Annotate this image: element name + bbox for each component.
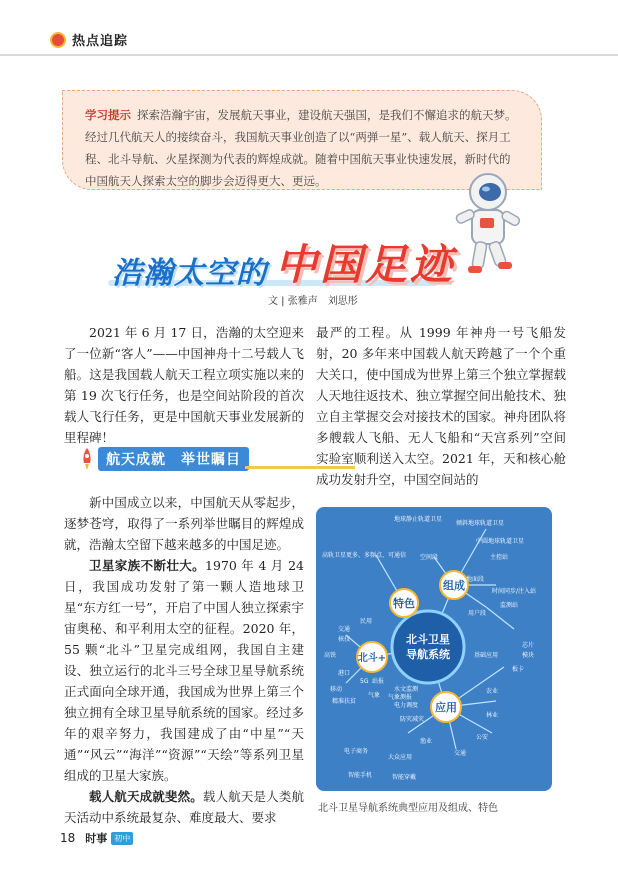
article-title-prefix: 浩瀚太空的 [112, 256, 267, 291]
beidou-plus-5g: 5G [360, 678, 369, 685]
column-label: 热点追踪 [72, 34, 129, 49]
page-footer [60, 830, 133, 846]
beidou-plus-gangkou: 港口 [338, 670, 351, 677]
intro-paragraph: 2021 年 6 月 17 日，浩瀚的太空迎来了一位新“客人”——中国神舟十二号载人飞船。这是我国载人航天工程立项实施以来的第 19 次飞行任务，也是空间站阶段的首次载人飞行任务，更是中国航天事业发展新的里程碑！ [64, 325, 304, 445]
paragraph-manned-continued: 最严的工程。从 1999 年神舟一号飞船发射，20 多年来中国载人航天跨越了一个个重大关口，使中国成为世界上第三个独立掌握载人天地往返技术、独立掌握空间出舱技术、独立自主掌握交会对接技术的国家。神舟团队将多艘载人飞船、无人飞船和“天宫系列”空间实验室顺利送入太空。2021 年，天和核心舱成功发射升空，中国空间站的 [316, 325, 567, 487]
beidou-plus-heji: 核技 [338, 636, 351, 643]
beidou-diagram [316, 507, 552, 791]
beidou-center-label-line2: 导航系统 [406, 648, 450, 661]
paragraph-satellites-text: 1970 年 4 月 24 日，我国成功发射了第一颗人造地球卫星“东方红一号”，开启了中国人独立探索宇宙奥秘、和平利用太空的征程。2020 年，55 颗“北斗”卫星完成组网，我国自主建设、独立运行的北斗三号全球卫星导航系统正式面向全球开通，我国成为世界上第三个独立拥有全球卫星导航系统的国家。经过多年的艰辛努力，我国建成了由“中星”“天通”“风云”“海洋”“资源”“天绘”等系列卫星组成的卫星大家族。 [64, 558, 304, 783]
header-divider [0, 54, 618, 56]
column-logo-icon [50, 32, 66, 48]
beidou-feature-text: 高轨卫星更多、多频点、可通信 [322, 552, 407, 559]
section-heading-label: 航天成就 举世瞩目 [98, 447, 249, 471]
beidou-app-wearable: 智能穿戴 [392, 774, 417, 781]
beidou-app-chip: 芯片 [522, 642, 535, 649]
beidou-comp-sync: 时间同步/注入站 [492, 588, 537, 595]
intro-paragraph-block [64, 322, 304, 448]
beidou-app-weather: 气象测报 [388, 694, 413, 701]
paragraph-manned-lead: 载人航天成就斐然。 [89, 789, 203, 804]
beidou-app-ecommerce: 电子商务 [344, 748, 369, 755]
page-number: 18 [60, 831, 76, 845]
paragraph-satellites [64, 555, 304, 786]
beidou-app-police: 公安 [476, 734, 489, 741]
beidou-app-agriculture: 农业 [486, 688, 499, 695]
beidou-app-power: 电力调度 [394, 702, 419, 709]
learning-tip-label: 学习提示 [85, 108, 131, 122]
beidou-comp-space: 空间段 [420, 554, 439, 561]
footer-brand: 时事 [85, 832, 108, 845]
beidou-hub-plus: 北斗+ [357, 653, 387, 664]
beidou-app-forestry: 林业 [486, 712, 499, 719]
beidou-hub-application: 应用 [435, 701, 457, 714]
paragraph-manned [64, 786, 304, 828]
beidou-plus-yidong: 移动 [330, 686, 343, 693]
beidou-hub-composition: 组成 [443, 579, 465, 592]
beidou-plus-gaotie: 高铁 [324, 652, 337, 659]
beidou-comp-igso: 倾斜地球轨道卫星 [456, 520, 505, 527]
beidou-plus-qixiang: 气象 [368, 692, 381, 699]
beidou-plus-zhanbao: 站报 [372, 678, 385, 685]
left-column-body [64, 492, 304, 828]
learning-tip-text: 探索浩瀚宇宙，发展航天事业，建设航天强国，是我们不懈追求的航天梦。经过几代航天人的接续奋斗，我国航天事业创造了以“两弹一星”、载人航天、探月工程、北斗导航、火星探测为代表的辉煌成就。随着中国航天事业快速发展，新时代的中国航天人探索太空的脚步会迈得更大、更远。 [85, 108, 517, 188]
article-title [112, 232, 455, 292]
right-column-body [316, 322, 566, 490]
column-header [50, 30, 128, 49]
beidou-center-label-line1: 北斗卫星 [406, 633, 450, 646]
beidou-app-fishery: 渔业 [420, 738, 433, 745]
beidou-app-phone: 智能手机 [348, 772, 373, 779]
beidou-plus-fupin: 精准扶贫 [332, 698, 357, 705]
beidou-app-board: 板卡 [512, 666, 525, 673]
beidou-comp-user: 用户段 [468, 610, 487, 617]
beidou-app-hydrology: 水文监测 [394, 686, 419, 693]
beidou-app-mass: 大众应用 [388, 754, 413, 761]
paragraph-satellites-lead: 卫星家族不断壮大。 [89, 558, 206, 573]
rocket-icon [80, 448, 94, 470]
paragraph-achievements: 新中国成立以来，中国航天从零起步，逐梦苍穹，取得了一系列举世瞩目的辉煌成就，浩瀚太空留下越来越多的中国足迹。 [64, 495, 304, 552]
beidou-app-transport: 交通 [454, 750, 467, 757]
figure-caption: 北斗卫星导航系统典型应用及组成、特色 [318, 803, 498, 814]
beidou-comp-meo: 中圆地球轨道卫星 [476, 538, 525, 545]
beidou-comp-monitor: 监测站 [500, 602, 519, 609]
beidou-plus-jiaotong: 交通 [338, 626, 351, 633]
beidou-comp-master: 主控站 [490, 554, 509, 561]
beidou-comp-geo: 地球静止轨道卫星 [394, 516, 443, 523]
beidou-hub-feature: 特色 [393, 597, 415, 610]
beidou-app-disaster: 防灾减灾 [400, 716, 425, 723]
beidou-plus-minyong: 民用 [360, 618, 373, 625]
section-heading [80, 447, 355, 471]
beidou-app-module: 模块 [522, 652, 535, 659]
paragraph-manned-text: 载人航天是人类航天活动中系统最复杂、难度最大、要求 [64, 789, 304, 825]
beidou-diagram-canvas [316, 507, 552, 791]
article-title-main: 中国足迹 [275, 240, 456, 289]
beidou-comp-ground: 地面段 [466, 576, 485, 583]
beidou-app-basic: 基础应用 [474, 652, 499, 659]
footer-edition-badge: 初中 [111, 832, 133, 845]
byline: 文 | 张雅声 刘思彤 [268, 296, 358, 307]
